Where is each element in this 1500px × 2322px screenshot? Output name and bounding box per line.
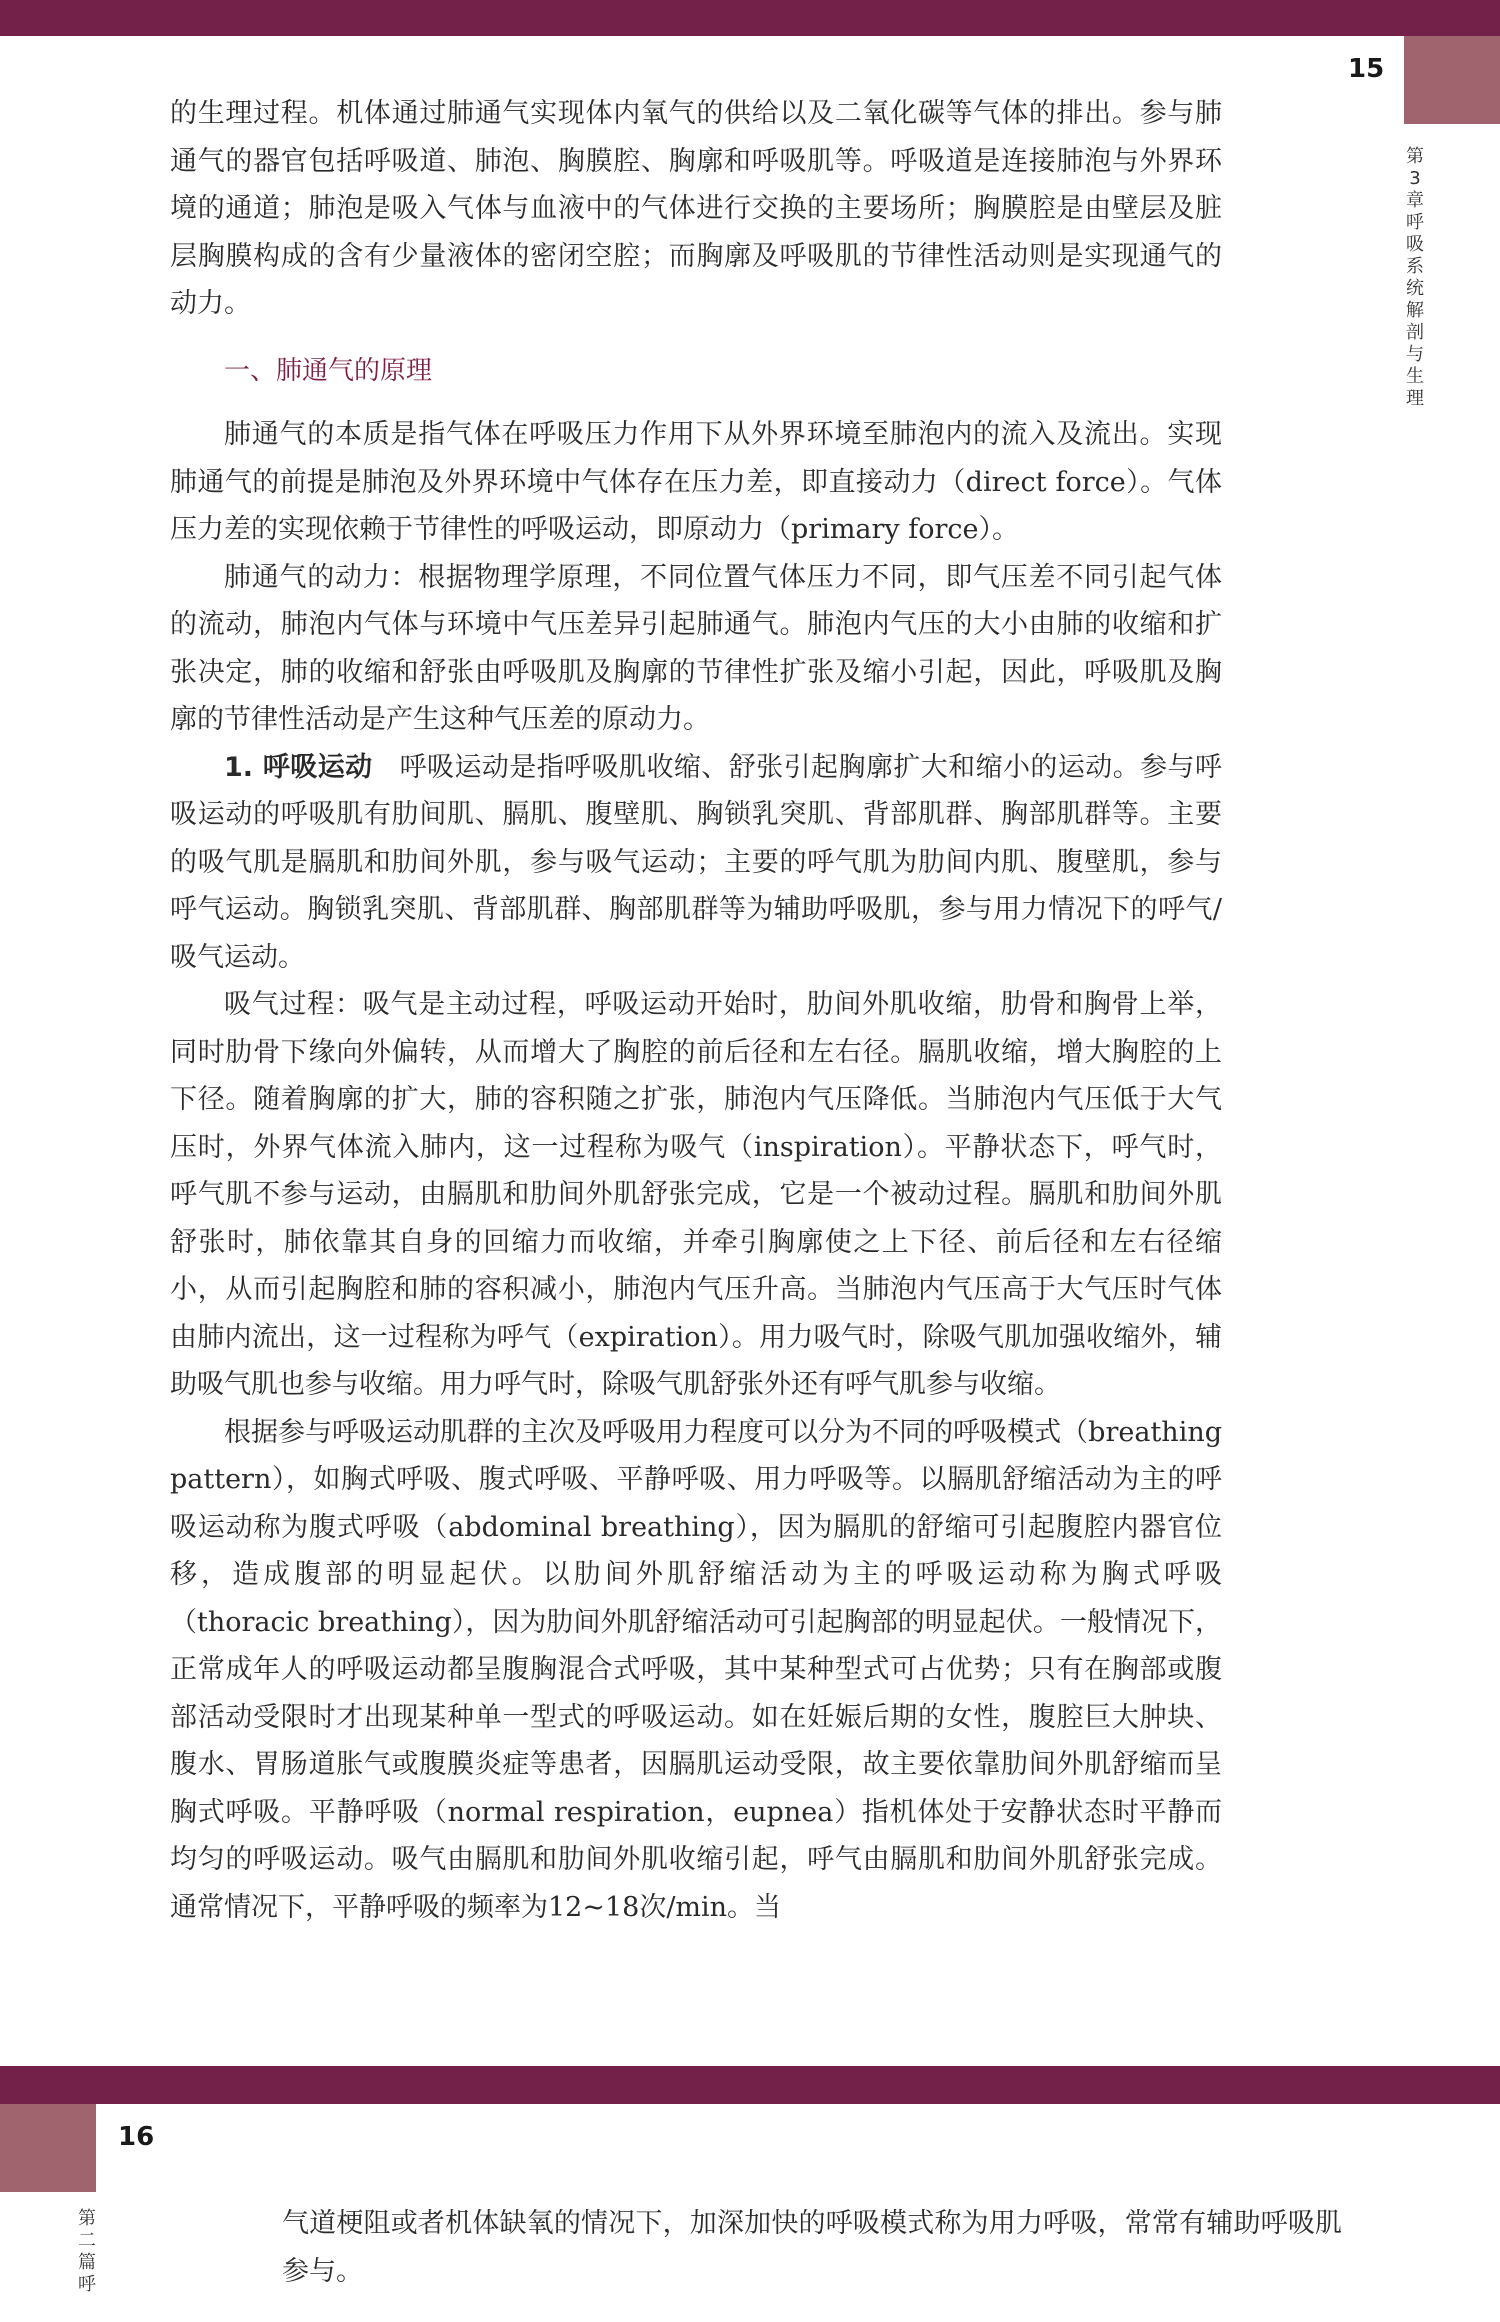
body-paragraph: 肺通气的动力：根据物理学原理，不同位置气体压力不同，即气压差不同引起气体的流动，肺泡内气体与环境中气压差异引起肺通气。肺泡内气压的大小由肺的收缩和扩张决定，肺的收缩和舒张由呼吸肌及胸廓的节律性扩张及缩小引起，因此，呼吸肌及胸廓的节律性活动是产生这种气压差的原动力。 — [170, 561, 1222, 735]
page-corner-tab — [1404, 36, 1500, 124]
page-corner-tab — [0, 2104, 96, 2192]
page-number: 16 — [118, 2122, 155, 2152]
section-heading: 一、肺通气的原理 — [224, 355, 433, 386]
subsection-paragraph — [170, 744, 1222, 982]
page-separator-band — [0, 2066, 1500, 2104]
body-paragraph: 根据参与呼吸运动肌群的主次及呼吸用力程度可以分为不同的呼吸模式（breathing pattern），如胸式呼吸、腹式呼吸、平静呼吸、用力呼吸等。以膈肌舒缩活动为主的呼吸运动称为腹式呼吸（abdominal breathing），因为膈肌的舒缩可引起腹腔内器官位移，造成腹部的明显起伏。以肋间外肌舒缩活动为主的呼吸运动称为胸式呼吸（thoracic breathing），因为肋间外肌舒缩活动可引起胸部的明显起伏。一般情况下，正常成年人的呼吸运动都呈腹胸混合式呼吸，其中某种型式可占优势；只有在胸部或腹部活动受限时才出现某种单一型式的呼吸运动。如在妊娠后期的女性，腹腔巨大肿块、腹水、胃肠道胀气或腹膜炎症等患者，因膈肌运动受限，故主要依靠肋间外肌舒缩而呈胸式呼吸。平静呼吸（normal respiration，eupnea）指机体处于安静状态时平静而均匀的呼吸运动。吸气由膈肌和肋间外肌收缩引起，呼气由膈肌和肋间外肌舒张完成。通常情况下，平静呼吸的频率为12~18次/min。当 — [170, 1416, 1222, 1923]
body-paragraph: 吸气过程：吸气是主动过程，呼吸运动开始时，肋间外肌收缩，肋骨和胸骨上举，同时肋骨下缘向外偏转，从而增大了胸腔的前后径和左右径。膈肌收缩，增大胸腔的上下径。随着胸廓的扩大，肺的容积随之扩张，肺泡内气压降低。当肺泡内气压低于大气压时，外界气体流入肺内，这一过程称为吸气（inspiration）。平静状态下，呼气时，呼气肌不参与运动，由膈肌和肋间外肌舒张完成，它是一个被动过程。膈肌和肋间外肌舒张时，肺依靠其自身的回缩力而收缩，并牵引胸廓使之上下径、前后径和左右径缩小，从而引起胸腔和肺的容积减小，肺泡内气压升高。当肺泡内气压高于大气压时气体由肺内流出，这一过程称为呼气（expiration）。用力吸气时，除吸气肌加强收缩外，辅助吸气肌也参与收缩。用力呼气时，除吸气肌舒张外还有呼气肌参与收缩。 — [170, 989, 1222, 1400]
subsection-title: 1. 呼吸运动 — [224, 751, 373, 783]
top-header-band — [0, 0, 1500, 36]
part-side-label: 第二篇 呼 — [78, 2208, 96, 2295]
page-body — [282, 2200, 1342, 2295]
body-paragraph: 气道梗阻或者机体缺氧的情况下，加深加快的呼吸模式称为用力呼吸，常常有辅助呼吸肌参与。 — [282, 2208, 1342, 2287]
page-number: 15 — [1348, 54, 1385, 84]
body-paragraph: 的生理过程。机体通过肺通气实现体内氧气的供给以及二氧化碳等气体的排出。参与肺通气的器官包括呼吸道、肺泡、胸膜腔、胸廓和呼吸肌等。呼吸道是连接肺泡与外界环境的通道；肺泡是吸入气体与血液中的气体进行交换的主要场所；胸膜腔是由壁层及脏层胸膜构成的含有少量液体的密闭空腔；而胸廓及呼吸肌的节律性活动则是实现通气的动力。 — [170, 98, 1222, 319]
chapter-side-label: 第3章 呼吸系统解剖与生理 — [1406, 146, 1424, 409]
page-body — [170, 90, 1222, 1931]
body-paragraph: 肺通气的本质是指气体在呼吸压力作用下从外界环境至肺泡内的流入及流出。实现肺通气的前提是肺泡及外界环境中气体存在压力差，即直接动力（direct force）。气体压力差的实现依赖于节律性的呼吸运动，即原动力（primary force）。 — [170, 419, 1222, 545]
subsection-text: 呼吸运动是指呼吸肌收缩、舒张引起胸廓扩大和缩小的运动。参与呼吸运动的呼吸肌有肋间肌、膈肌、腹壁肌、胸锁乳突肌、背部肌群、胸部肌群等。主要的吸气肌是膈肌和肋间外肌，参与吸气运动；主要的呼气肌为肋间内肌、腹壁肌，参与呼气运动。胸锁乳突肌、背部肌群、胸部肌群等为辅助呼吸肌，参与用力情况下的呼气/吸气运动。 — [170, 751, 1222, 973]
